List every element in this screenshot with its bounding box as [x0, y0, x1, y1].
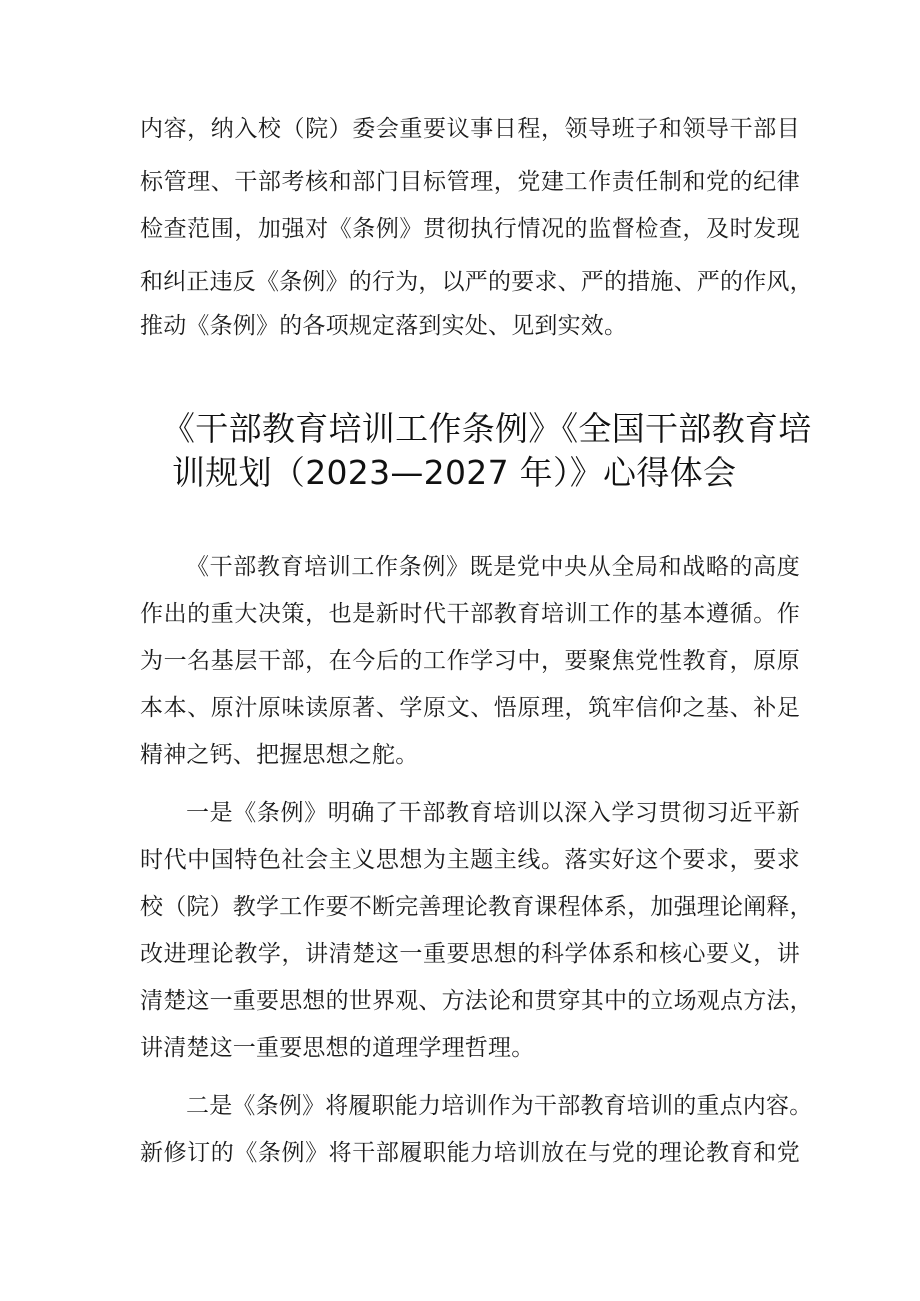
text-line: 清楚这一重要思想的世界观、方法论和贯穿其中的立场观点方法，: [140, 988, 813, 1014]
text-line: 标管理、干部考核和部门目标管理，党建工作责任制和党的纪律: [140, 169, 800, 195]
text-line: 校（院）教学工作要不断完善理论教育课程体系，加强理论阐释，: [140, 894, 813, 920]
title-line: 《干部教育培训工作条例》《全国干部教育培: [162, 409, 812, 448]
text-line: 二是《条例》将履职能力培训作为干部教育培训的重点内容。: [186, 1093, 813, 1119]
text-line: 为一名基层干部，在今后的工作学习中，要聚焦党性教育，原原: [140, 648, 800, 674]
text-line: 和纠正违反《条例》的行为，以严的要求、严的措施、严的作风，: [140, 269, 813, 295]
text-line: 讲清楚这一重要思想的道理学理哲理。: [140, 1035, 535, 1061]
text-line: 精神之钙、把握思想之舵。: [140, 742, 419, 768]
text-line: 《干部教育培训工作条例》既是党中央从全局和战略的高度: [186, 554, 800, 580]
text-line: 新修订的《条例》将干部履职能力培训放在与党的理论教育和党: [140, 1140, 800, 1166]
text-line: 推动《条例》的各项规定落到实处、见到实效。: [140, 313, 628, 339]
title-line: 训规划（2023—2027 年）》心得体会: [172, 453, 737, 492]
text-line: 改进理论教学，讲清楚这一重要思想的科学体系和核心要义，讲: [140, 941, 800, 967]
text-line: 本本、原汁原味读原著、学原文、悟原理，筑牢信仰之基、补足: [140, 695, 800, 721]
text-line: 检查范围，加强对《条例》贯彻执行情况的监督检查，及时发现: [140, 216, 800, 242]
text-line: 一是《条例》明确了干部教育培训以深入学习贯彻习近平新: [186, 800, 800, 826]
text-line: 内容，纳入校（院）委会重要议事日程，领导班子和领导干部目: [140, 116, 800, 142]
text-line: 时代中国特色社会主义思想为主题主线。落实好这个要求，要求: [140, 847, 800, 873]
text-line: 作出的重大决策，也是新时代干部教育培训工作的基本遵循。作: [140, 601, 800, 627]
